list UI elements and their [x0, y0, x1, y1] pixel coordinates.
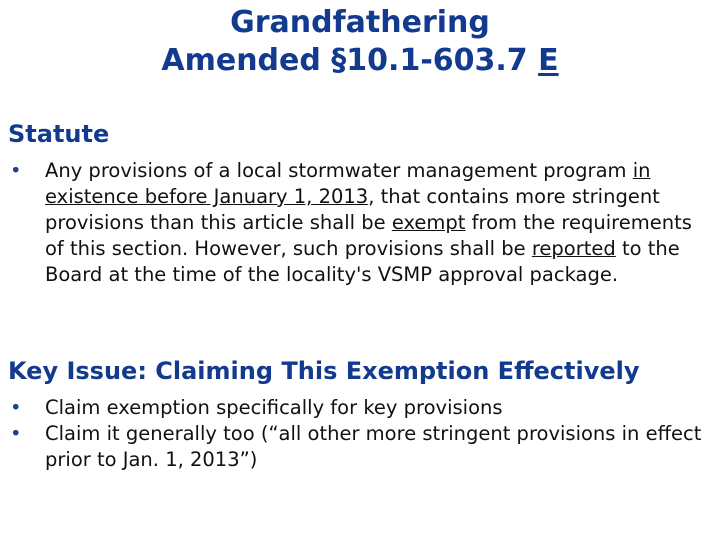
bullet-dot-icon: •: [10, 396, 22, 419]
statute-text-1: Any provisions of a local stormwater management program: [45, 159, 633, 182]
statute-underlined-reported: reported: [531, 237, 616, 260]
key-issue-heading: Key Issue: Claiming This Exemption Effectively: [8, 357, 640, 385]
statute-bullet: [0, 158, 716, 288]
title-line-2: [0, 42, 720, 80]
bullet-dot-icon: •: [10, 422, 22, 445]
statute-underlined-existence: in existence before January 1, 2013: [45, 159, 651, 208]
key-issue-bullet-2-text: Claim it generally too (“all other more stringent provisions in effect prior to Jan. 1, 2013”): [45, 422, 702, 471]
statute-bullet-list: [0, 158, 716, 288]
statute-heading: Statute: [8, 120, 110, 148]
title-section-letter: E: [538, 43, 559, 78]
bullet-dot-icon: •: [10, 159, 22, 182]
title-line-2-prefix: Amended §10.1-603.7: [161, 43, 539, 78]
key-issue-bullet-list: [0, 395, 716, 473]
statute-text-2: , that contains more stringent provisions than this article shall be: [45, 185, 660, 234]
key-issue-bullet-2: [0, 421, 716, 473]
key-issue-bullet-1-text: Claim exemption specifically for key provisions: [45, 396, 503, 419]
title-line-1: Grandfathering: [230, 5, 490, 40]
statute-text-4: to the Board at the time of the locality's VSMP approval package.: [45, 237, 680, 286]
statute-underlined-exempt: exempt: [391, 211, 466, 234]
slide-title: [0, 4, 720, 80]
statute-text-3: from the requirements of this section. However, such provisions shall be: [45, 211, 692, 260]
key-issue-bullet-1: [0, 395, 716, 421]
